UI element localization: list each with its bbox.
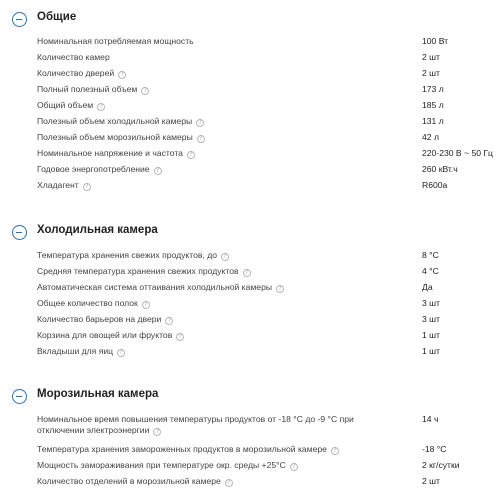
spec-value: 2 шт <box>422 476 440 486</box>
spec-value: 220-230 В ~ 50 Гц <box>422 148 493 158</box>
info-icon[interactable]: ? <box>154 167 162 175</box>
spec-value: 14 ч <box>422 414 439 424</box>
spec-value: 260 кВт.ч <box>422 164 458 174</box>
info-icon[interactable]: ? <box>243 269 251 277</box>
info-icon[interactable]: ? <box>176 333 184 341</box>
info-icon[interactable]: ? <box>197 135 205 143</box>
spec-value: R600a <box>422 180 448 190</box>
info-icon[interactable]: ? <box>196 119 204 127</box>
spec-label: Полезный объем холодильной камеры ? <box>37 116 377 127</box>
section-title: Холодильная камера <box>37 224 158 236</box>
spec-label: Автоматическая система оттаивания холодильной камеры ? <box>37 282 377 293</box>
spec-label: Полезный объем морозильной камеры ? <box>37 132 377 143</box>
spec-value: 4 °C <box>422 266 439 276</box>
spec-label: Полный полезный объем ? <box>37 84 377 95</box>
spec-label: Общий объем ? <box>37 100 377 111</box>
spec-label: Количество дверей ? <box>37 68 377 79</box>
spec-label: Номинальное напряжение и частота ? <box>37 148 377 159</box>
section-header[interactable] <box>0 222 497 242</box>
info-icon[interactable]: ? <box>187 151 195 159</box>
spec-value: 185 л <box>422 100 444 110</box>
info-icon[interactable]: ? <box>97 103 105 111</box>
spec-value: 2 кг/сутки <box>422 460 460 470</box>
section-header[interactable] <box>0 9 497 29</box>
spec-label: Мощность замораживания при температуре окр. среды +25°C ? <box>37 460 377 471</box>
spec-value: 8 °C <box>422 250 439 260</box>
spec-value: 3 шт <box>422 298 440 308</box>
spec-label: Номинальная потребляемая мощность <box>37 36 194 46</box>
spec-value: 1 шт <box>422 330 440 340</box>
spec-label: Годовое энергопотребление ? <box>37 164 377 175</box>
spec-label: Общее количество полок ? <box>37 298 377 309</box>
info-icon[interactable]: ? <box>276 285 284 293</box>
spec-value: 3 шт <box>422 314 440 324</box>
spec-value: 131 л <box>422 116 444 126</box>
info-icon[interactable]: ? <box>153 428 161 436</box>
section-title: Морозильная камера <box>37 388 159 400</box>
spec-label: Средняя температура хранения свежих продуктов ? <box>37 266 377 277</box>
info-icon[interactable]: ? <box>290 463 298 471</box>
collapse-minus-icon[interactable] <box>12 225 27 240</box>
info-icon[interactable]: ? <box>165 317 173 325</box>
spec-label: Количество барьеров на двери ? <box>37 314 377 325</box>
spec-label: Количество камер <box>37 52 110 62</box>
spec-label: Температура хранения замороженных продуктов в морозильной камере ? <box>37 444 377 455</box>
info-icon[interactable]: ? <box>117 349 125 357</box>
section-header[interactable] <box>0 386 497 406</box>
spec-label: Номинальное время повышения температуры продуктов от -18 °C до -9 °C при отключении электроэнергии ? <box>37 414 354 435</box>
info-icon[interactable]: ? <box>83 183 91 191</box>
info-icon[interactable]: ? <box>331 447 339 455</box>
spec-value: 1 шт <box>422 346 440 356</box>
spec-value: -18 °C <box>422 444 447 454</box>
spec-label: Температура хранения свежих продуктов, до ? <box>37 250 377 261</box>
section-title: Общие <box>37 11 77 23</box>
spec-value: 2 шт <box>422 52 440 62</box>
spec-label: Корзина для овощей или фруктов ? <box>37 330 377 341</box>
info-icon[interactable]: ? <box>225 479 233 487</box>
info-icon[interactable]: ? <box>221 253 229 261</box>
info-icon[interactable]: ? <box>142 301 150 309</box>
spec-label: Количество отделений в морозильной камере ? <box>37 476 377 487</box>
spec-value: 173 л <box>422 84 444 94</box>
spec-value: 100 Вт <box>422 36 449 46</box>
spec-value: 2 шт <box>422 68 440 78</box>
spec-label: Вкладыши для яиц ? <box>37 346 377 357</box>
collapse-minus-icon[interactable] <box>12 12 27 27</box>
spec-label: Хладагент ? <box>37 180 377 191</box>
spec-value: 42 л <box>422 132 439 142</box>
info-icon[interactable]: ? <box>141 87 149 95</box>
collapse-minus-icon[interactable] <box>12 389 27 404</box>
info-icon[interactable]: ? <box>118 71 126 79</box>
spec-value: Да <box>422 282 433 292</box>
